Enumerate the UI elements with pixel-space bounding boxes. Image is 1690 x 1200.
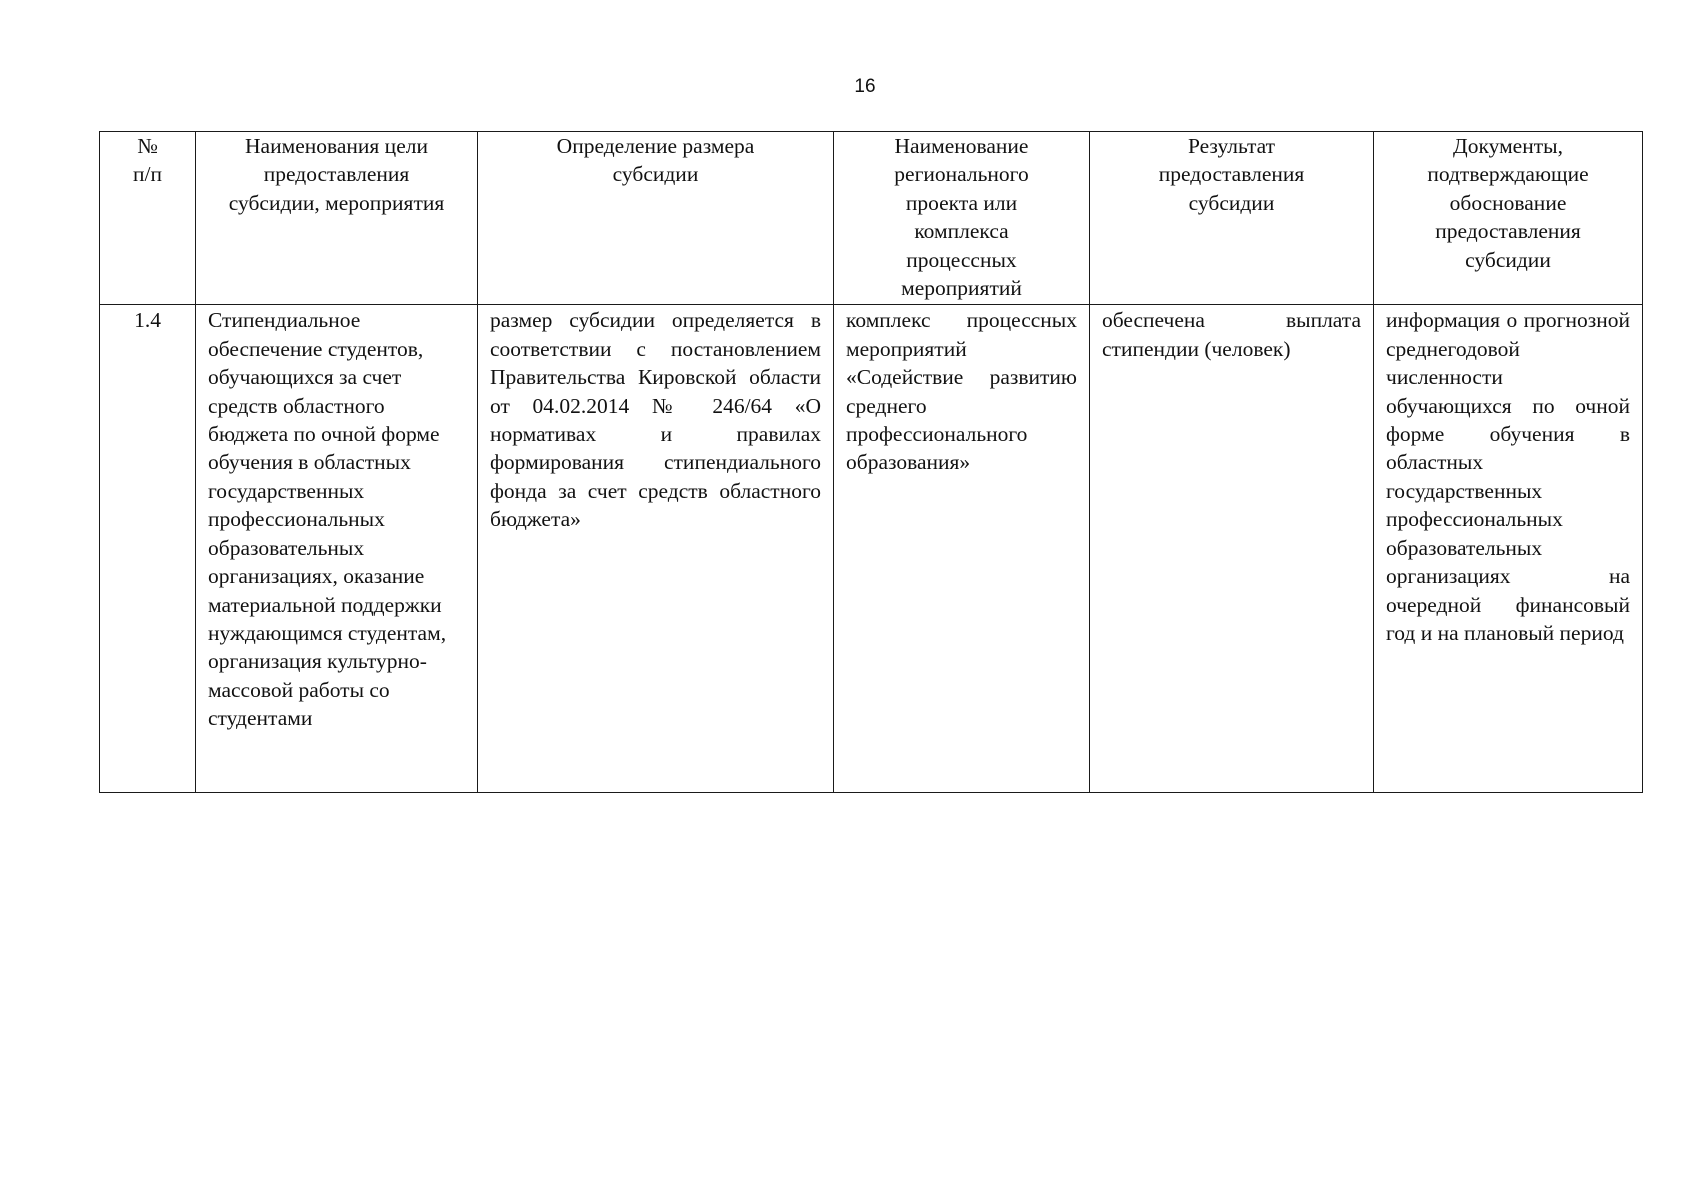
table-row [100,305,1643,793]
header-result [1090,132,1374,305]
row-size: размер субсидии определяется в соответствии с постановлением Правительства Кировской области от 04.02.2014 № 246/64 «О нормативах и правилах формирования стипендиального фонда за счет средств областного бюджета» [478,305,834,793]
row-project: комплекс процессных мероприятий «Содействие развитию среднего профессионального образования» [834,305,1090,793]
header-size-label: Определение размера субсидии [556,134,755,187]
header-size [478,132,834,305]
row-goal: Стипендиальное обеспечение студентов, обучающихся за счет средств областного бюджета по очной форме обучения в областных государственных профессиональных образовательных организациях, оказание материальной поддержки нуждающимся студентам, организация культурно-массовой работы со студентами [196,305,478,793]
row-result: обеспечена выплата стипендии (человек) [1090,305,1374,793]
row-num: 1.4 [100,305,196,793]
header-project-label: Наименование регионального проекта или комплекса процессных мероприятий [894,134,1029,301]
page-number: 16 [854,76,876,97]
header-num-label: № п/п [133,134,162,187]
header-num [100,132,196,305]
header-docs [1374,132,1643,305]
header-docs-label: Документы, подтверждающие обоснование предоставления субсидии [1427,134,1589,272]
table-header-row [100,132,1643,305]
header-goal-label: Наименования цели предоставления субсидии, мероприятия [228,134,445,215]
subsidy-table [99,131,1643,793]
row-docs: информация о прогнозной среднегодовой численности обучающихся по очной форме обучения в областных государственных профессиональных образовательных организациях на очередной финансовый год и на плановый период [1374,305,1643,793]
header-result-label: Результат предоставления субсидии [1158,134,1305,215]
header-project [834,132,1090,305]
header-goal [196,132,478,305]
